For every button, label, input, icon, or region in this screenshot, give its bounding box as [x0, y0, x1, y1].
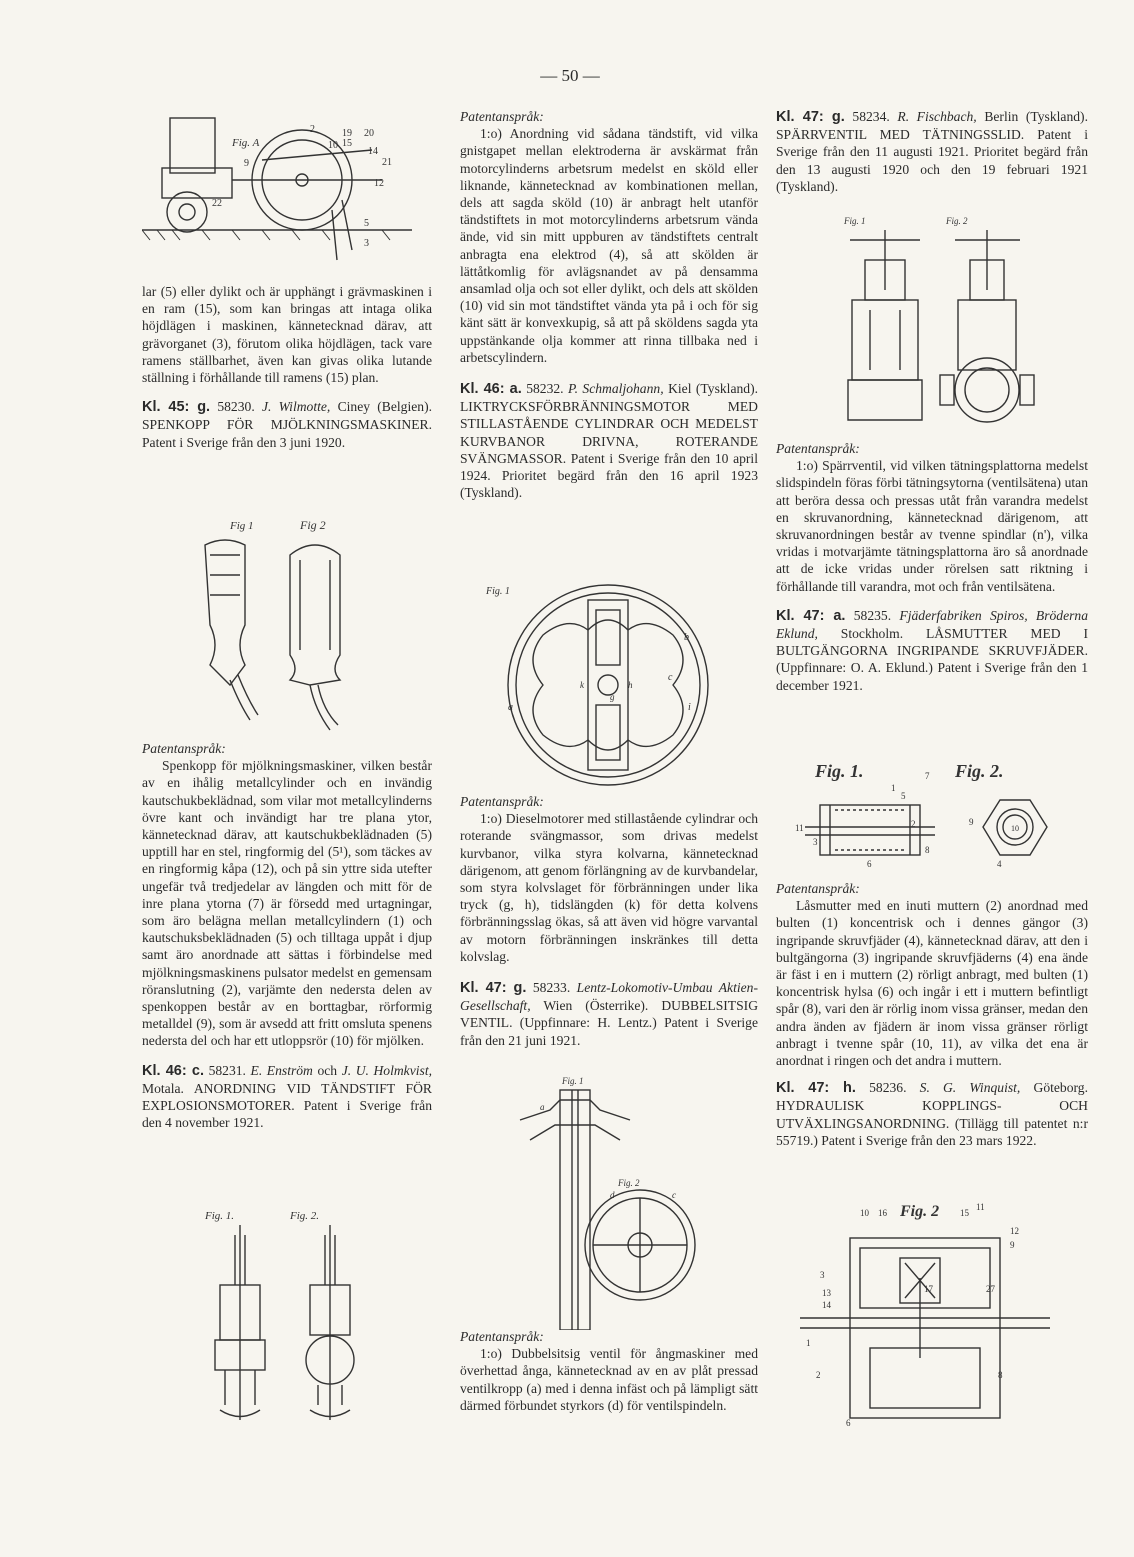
svg-text:g: g [610, 692, 615, 702]
stop-valve-figure [830, 210, 1040, 430]
diesel-motor-figure [468, 570, 738, 790]
svg-text:6: 6 [846, 1418, 851, 1428]
column-3-lower [776, 880, 1088, 1149]
patent-58234-claim: 1:o) Spärrventil, vid vilken tätningsplattorna medelst slidspindeln föras förbi tätningsytorna (ventilsätena) utan att beröra dessa och pressas utåt från varandra medelst en skruvanordning, kännetecknad därigenom, att skruvanordningen består av tvenne spindlar (n'), vilka vridas i motvarjämte tätningsplattorna äro så anordnade att de icke vridas under rörelsen satt riktning i förhållande till varandra, mot och från ventilsätena. [776, 458, 1088, 594]
column-2-upper [460, 108, 758, 501]
svg-text:c: c [672, 1190, 676, 1200]
column-1-upper [142, 283, 432, 451]
svg-text:Fig. 1: Fig. 1 [562, 1076, 584, 1086]
svg-text:14: 14 [822, 1300, 831, 1310]
svg-text:i: i [688, 702, 691, 713]
svg-text:12: 12 [1010, 1226, 1019, 1236]
svg-text:4: 4 [997, 859, 1002, 869]
svg-text:Fig. 2: Fig. 2 [900, 1203, 940, 1220]
fig-label: Fig. A [232, 137, 260, 149]
svg-text:8: 8 [925, 845, 930, 855]
patent-58231-header: Kl. 46: c. 58231. E. Enström och J. U. Holmkvist, Motala. ANORDNING VID TÄNDSTIFT FÖR EXPLOSIONSMOTORER. Patent i Sverige från den 4 november 1921. [142, 1062, 432, 1131]
hydraulic-coupling-figure [800, 1198, 1050, 1438]
svg-text:3: 3 [820, 1270, 825, 1280]
column-3-upper [776, 108, 1088, 195]
svg-text:7: 7 [925, 771, 930, 781]
column-1-lower [142, 740, 432, 1131]
svg-text:2: 2 [310, 124, 315, 135]
svg-text:9: 9 [244, 158, 249, 169]
patent-58231-claim: 1:o) Anordning vid sådana tändstift, vid vilka gnistgapet mellan elektroderna är avskärmat från motorcylinderns arbetsrum medelst en sköld eller liknande, kännetecknad av kombinationen mellan, dels att sagda sköld (10) är anbragt helt utanför tändstiftets in mot motorcylinderns arbetsrum vända ände, vid sin mitt uppburen av tändstiftets centralt anbragta ena elektrod (4), så att skölden är lättåtkomlig för avlägsnandet av på densamma ansamlad olja och sot eller dylikt, och dels att skölden (10) vid sin mot tändstiftet vända yta på i och för sig känt sätt är konvexkupig, så att på sköldens sagda yta uppstänkande olja kommer att rinna tillbaka ned i arbetscylindern. [460, 126, 758, 365]
svg-text:Fig. 2: Fig. 2 [618, 1178, 640, 1188]
patent-58234-header: Kl. 47: g. 58234. R. Fischbach, Berlin (Tyskland). SPÄRRVENTIL MED TÄTNINGSSLID. Patent i Sverige från den 11 augusti 1921. Prioritet begärd från den 13 augusti 1920 och den 19 februari 1921 (Tyskland). [776, 109, 1088, 194]
svg-text:10: 10 [328, 140, 338, 151]
patent-58232-claim: 1:o) Dieselmotorer med stillastående cylindrar och roterande svängmassor, som drivas medelst kurvbanor, vilka styra kolvarna, kännetecknad därigenom, att genom förlängning av de kurvbandelar, som styra kolvslaget för förbränningen under lika tryck (g, h), tidslängden (k) för detta kolvens förbränningsslag ökas, så att även vid högre varvantal av motorn förbränningen inskränkes till detta kolvslag. [460, 811, 758, 964]
svg-text:22: 22 [212, 198, 222, 209]
svg-text:Fig. 2: Fig. 2 [946, 216, 968, 226]
svg-text:20: 20 [364, 128, 374, 139]
svg-text:9: 9 [1010, 1240, 1015, 1250]
valve-figure [500, 1070, 700, 1330]
claim-heading: Patentanspråk: [776, 881, 860, 896]
svg-text:1: 1 [806, 1338, 811, 1348]
svg-text:Fig 1: Fig 1 [230, 520, 254, 532]
claim-heading: Patentanspråk: [776, 441, 860, 456]
svg-text:c: c [668, 672, 673, 683]
svg-text:10: 10 [1011, 824, 1019, 833]
svg-text:Fig. 1: Fig. 1 [486, 586, 510, 597]
svg-text:6: 6 [867, 859, 872, 869]
svg-text:b: b [684, 632, 689, 643]
svg-text:5: 5 [901, 791, 906, 801]
svg-text:a: a [540, 1102, 545, 1112]
svg-text:8: 8 [998, 1370, 1003, 1380]
patent-58236-header: Kl. 47: h. 58236. S. G. Winquist, Göteborg. HYDRAULISK KOPPLINGS- OCH UTVÄXLINGSANORDNING. (Tillägg till patentet n:r 55719.) Patent i Sverige från den 23 mars 1922. [776, 1080, 1088, 1148]
patent-58235-claim: Låsmutter med en inuti muttern (2) anordnad med bulten (1) koncentrisk och i dennes gängor (3) ingripande skruvfjäder (4), kännetecknad därav, att den i bultgängorna (3) ingripande skruvfjäderns (4) ena ände är fäst i en i muttern (2) rörligt anbragt, med bulten (1) koncentrisk hylsa (6) och ingår i ett i muttern befintligt spår (8), vari den är rörlig inom vissa gränser, medan den andra änden av fjädern är inom vissa gränser rörligt anbragt i tvenne spår (10, 11), av vilka det ena är anordnat i ringen och det andra i muttern. [776, 898, 1088, 1069]
svg-text:d: d [610, 1190, 615, 1200]
continued-claim-text: lar (5) eller dylikt och är upphängt i grävmaskinen i en ram (15), som kan bringas att intaga olika höjdlägen i maskinen, kännetecknad därav, att grävorganet (3), förutom olika höjdlägen, tack vare ramens ställbarhet, även kan givas olika lutande ställning i förhållande till ramens (15) plan. [142, 284, 432, 386]
svg-text:Fig 2: Fig 2 [300, 518, 326, 532]
patent-58232-header: Kl. 46: a. 58232. P. Schmaljohann, Kiel (Tyskland). LIKTRYCKSFÖRBRÄNNINGSMOTOR MED STILLASTÅENDE CYLINDRAR OCH MEDELST KURVBANOR DRIVNA, ROTERANDE SVÄNGMASSOR. Patent i Sverige från den 10 april 1924. Prioritet begärd från den 16 april 1923 (Tyskland). [460, 381, 759, 501]
svg-text:19: 19 [342, 128, 352, 139]
svg-text:21: 21 [382, 157, 392, 168]
svg-text:3: 3 [813, 837, 818, 847]
svg-text:12: 12 [374, 178, 384, 189]
svg-text:15: 15 [342, 138, 352, 149]
svg-text:Fig. 1.: Fig. 1. [205, 1210, 235, 1222]
svg-text:h: h [628, 680, 633, 690]
svg-text:2: 2 [816, 1370, 821, 1380]
svg-text:27: 27 [986, 1284, 995, 1294]
column-2-middle [460, 793, 758, 1049]
patent-58230-header: Kl. 45: g. 58230. J. Wilmotte, Ciney (Belgien). SPENKOPP FÖR MJÖLKNINGSMASKINER. Patent i Sverige från den 3 juni 1920. [142, 399, 433, 450]
svg-text:14: 14 [368, 146, 378, 157]
svg-text:13: 13 [822, 1288, 831, 1298]
svg-text:5: 5 [364, 218, 369, 229]
svg-text:17: 17 [924, 1284, 933, 1294]
teat-cup-figure [190, 515, 390, 735]
svg-text:Fig. 1: Fig. 1 [844, 216, 866, 226]
patent-58235-header: Kl. 47: a. 58235. Fjäderfabriken Spiros, Bröderna Eklund, Stockholm. LÅSMUTTER MED I BULTGÄNGORNA INGRIPANDE SKRUVFJÄDER. (Uppfinnare: O. A. Eklund.) Patent i Sverige från den 1 december 1921. [776, 607, 1089, 693]
svg-text:11: 11 [795, 823, 804, 833]
svg-text:Fig. 2.: Fig. 2. [290, 1210, 320, 1222]
claim-heading: Patentanspråk: [460, 109, 544, 124]
svg-text:1: 1 [891, 783, 896, 793]
lock-nut-figure [785, 755, 1085, 875]
page-number: — 50 — [540, 66, 600, 85]
column-2-lower [460, 1328, 758, 1414]
svg-text:Fig. 1.: Fig. 1. [815, 761, 864, 781]
column-3-middle [776, 440, 1088, 694]
claim-heading: Patentanspråk: [142, 741, 226, 756]
claim-heading: Patentanspråk: [460, 794, 544, 809]
svg-text:15: 15 [960, 1208, 969, 1218]
svg-text:10: 10 [860, 1208, 869, 1218]
svg-text:a: a [508, 702, 513, 713]
svg-text:16: 16 [878, 1208, 887, 1218]
patent-58233-claim: 1:o) Dubbelsitsig ventil för ångmaskiner med överhettad ånga, kännetecknad av en av plåt pressad ventilkropp (a) med i denna infäst och på lämpligt sätt därmed förbundet styrkors (d) för ventilspindeln. [460, 1346, 758, 1413]
svg-text:k: k [580, 680, 584, 690]
spark-plug-figure [190, 1205, 390, 1430]
svg-text:9: 9 [969, 817, 974, 827]
svg-text:11: 11 [976, 1202, 985, 1212]
svg-text:3: 3 [364, 238, 369, 249]
patent-58233-header: Kl. 47: g. 58233. Lentz-Lokomotiv-Umbau Aktien-Gesellschaft, Wien (Österrike). DUBBELSITSIG VENTIL. (Uppfinnare: H. Lentz.) Patent i Sverige från den 21 juni 1921. [460, 980, 759, 1048]
svg-text:Fig. 2.: Fig. 2. [955, 761, 1004, 781]
excavator-figure [142, 110, 412, 280]
patent-58230-claim: Spenkopp för mjölkningsmaskiner, vilken består av en ihålig metallcylinder och en invändig kautschukbeklädnad, som vilar mot metallcylinderns övre kant och invändigt har tre plana ytor, kännetecknad därav, att kautschukbeklädnaden (5) upptill har en stel, ringformig del (5¹), som täckes av en ringformig kåpa (12), och på sin yttre sida utefter ungefär två tredjedelar av längden och mitt för de inre plana ytorna (7) är försedd med urtagningar, som äro belägna mellan metallcylindern (1) och kautschuksbeklädnaden (5) och tilltaga uppåt i djup samt äro anordnade att sättas i förbindelse med mjölkningsmaskinens pulsator medelst en gemensam röranslutning (2), varjämte den nedersta delen av spenkoppen består av en borttagbar, rörformig metalldel (9), som är avsedd att fritt omsluta spenens nedersta del och har ett utloppsrör (10) för mjölken. [142, 758, 432, 1049]
claim-heading: Patentanspråk: [460, 1329, 544, 1344]
svg-text:2: 2 [911, 819, 916, 829]
